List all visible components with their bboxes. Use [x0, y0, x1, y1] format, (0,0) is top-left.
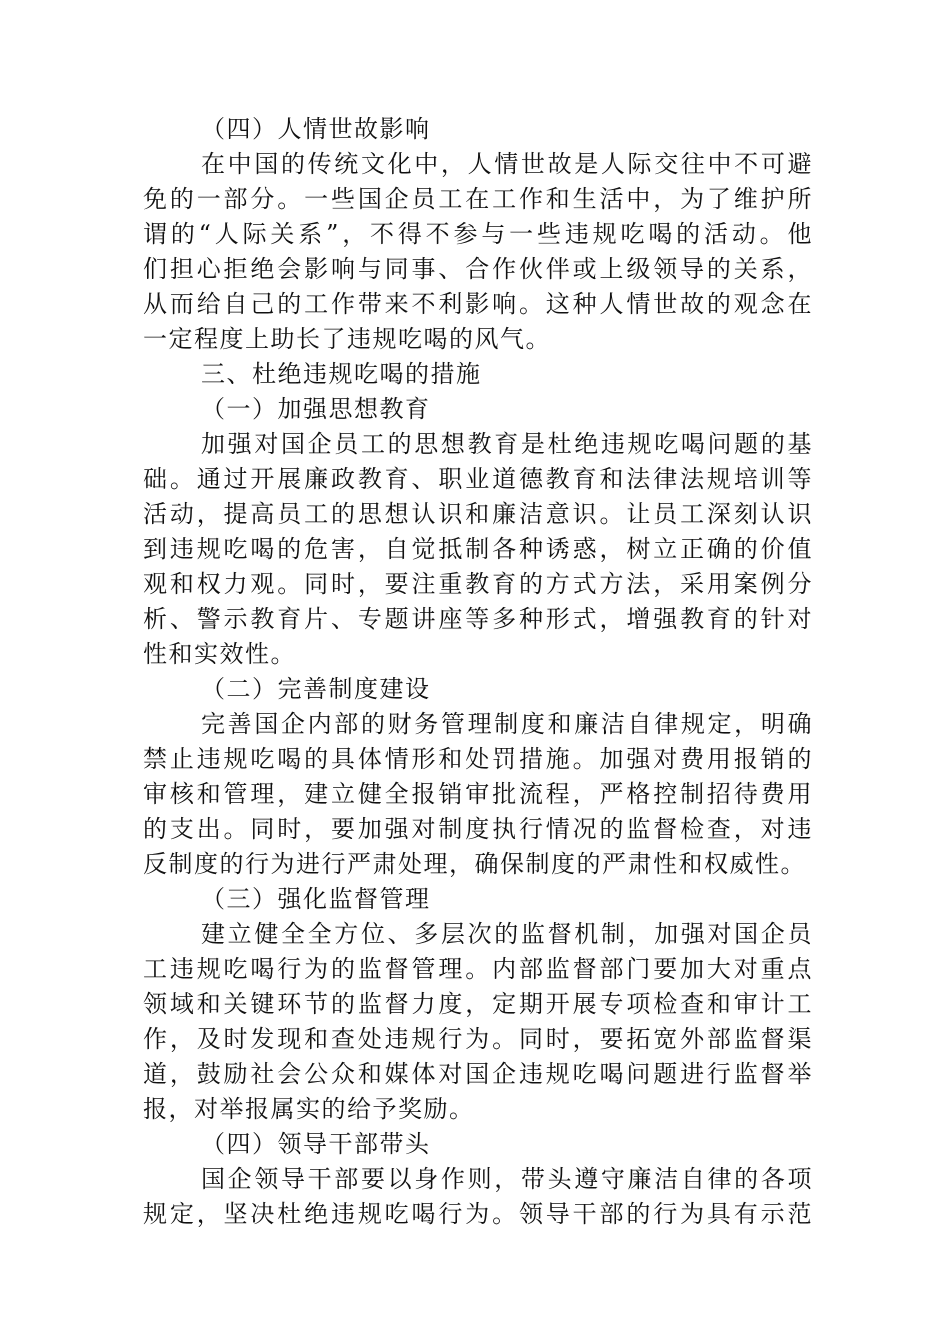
paragraph [143, 917, 813, 1127]
paragraph-line: 析、警示教育片、专题讲座等多种形式，增强教育的针对 [143, 605, 813, 633]
section-heading: 三、杜绝违规吃喝的措施 [201, 360, 482, 388]
paragraph-line: 审核和管理，建立健全报销审批流程，严格控制招待费用 [143, 780, 813, 808]
paragraph-line: 谓的“人际关系”，不得不参与一些违规吃喝的活动。他 [143, 220, 813, 248]
paragraph-line: 观和权力观。同时，要注重教育的方式方法，采用案例分 [143, 570, 813, 598]
paragraph-line: 禁止违规吃喝的具体情形和处罚措施。加强对费用报销的 [143, 745, 813, 773]
subsection-heading: （四）领导干部带头 [201, 1130, 431, 1158]
paragraph-line: 报，对举报属实的给予奖励。 [143, 1095, 475, 1123]
paragraph [143, 707, 813, 882]
paragraph-line: 一定程度上助长了违规吃喝的风气。 [143, 325, 551, 353]
paragraph-line: 在中国的传统文化中，人情世故是人际交往中不可避 [201, 150, 813, 178]
paragraph-line: 从而给自己的工作带来不利影响。这种人情世故的观念在 [143, 290, 813, 318]
paragraph-line: 们担心拒绝会影响与同事、合作伙伴或上级领导的关系， [143, 255, 813, 283]
paragraph-line: 免的一部分。一些国企员工在工作和生活中，为了维护所 [143, 185, 813, 213]
subsection-heading: （一）加强思想教育 [201, 395, 431, 423]
paragraph-line: 国企领导干部要以身作则，带头遵守廉洁自律的各项 [201, 1165, 813, 1193]
paragraph [143, 1162, 813, 1232]
paragraph-line: 道，鼓励社会公众和媒体对国企违规吃喝问题进行监督举 [143, 1060, 813, 1088]
paragraph-line: 活动，提高员工的思想认识和廉洁意识。让员工深刻认识 [143, 500, 813, 528]
paragraph-line: 加强对国企员工的思想教育是杜绝违规吃喝问题的基 [201, 430, 813, 458]
subsection-heading: （四）人情世故影响 [201, 115, 431, 143]
paragraph-line: 建立健全全方位、多层次的监督机制，加强对国企员 [201, 920, 813, 948]
paragraph [143, 147, 813, 357]
paragraph [143, 427, 813, 672]
paragraph-line: 础。通过开展廉政教育、职业道德教育和法律法规培训等 [143, 465, 813, 493]
paragraph-line: 的支出。同时，要加强对制度执行情况的监督检查，对违 [143, 815, 813, 843]
subsection-heading: （二）完善制度建设 [201, 675, 431, 703]
paragraph-line: 规定，坚决杜绝违规吃喝行为。领导干部的行为具有示范 [143, 1200, 813, 1228]
subsection-heading: （三）强化监督管理 [201, 885, 431, 913]
paragraph-line: 反制度的行为进行严肃处理，确保制度的严肃性和权威性。 [143, 850, 806, 878]
document-page [143, 112, 813, 1232]
paragraph-line: 到违规吃喝的危害，自觉抵制各种诱惑，树立正确的价值 [143, 535, 813, 563]
paragraph-line: 性和实效性。 [143, 640, 296, 668]
paragraph-line: 作，及时发现和查处违规行为。同时，要拓宽外部监督渠 [143, 1025, 813, 1053]
paragraph-line: 领域和关键环节的监督力度，定期开展专项检查和审计工 [143, 990, 813, 1018]
paragraph-line: 工违规吃喝行为的监督管理。内部监督部门要加大对重点 [143, 955, 813, 983]
paragraph-line: 完善国企内部的财务管理制度和廉洁自律规定，明确 [201, 710, 813, 738]
